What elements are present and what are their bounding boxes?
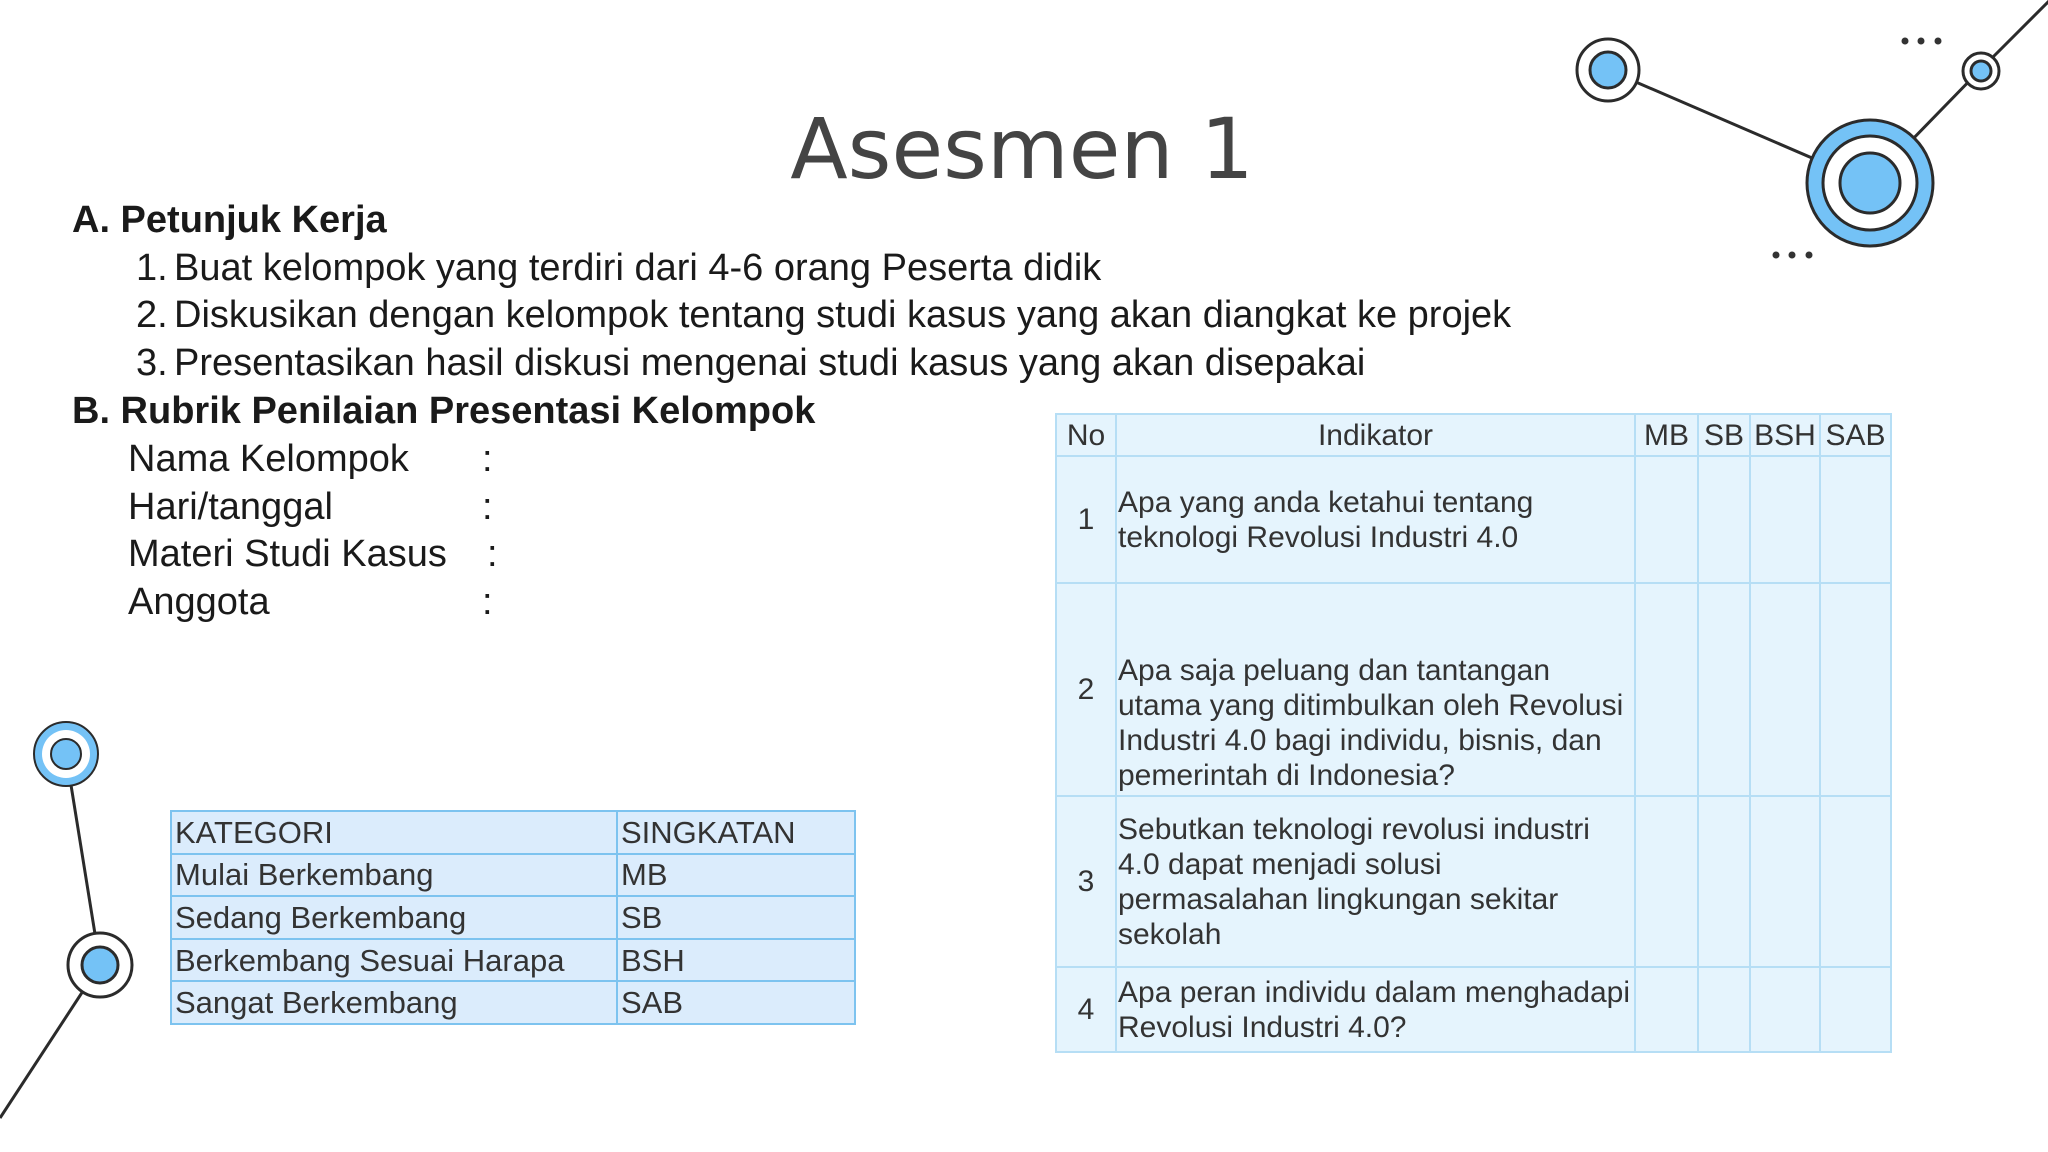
header-cell: KATEGORI [171, 811, 617, 854]
score-cell-mb[interactable] [1635, 796, 1698, 967]
score-cell-bsh[interactable] [1750, 796, 1820, 967]
item-text: Presentasikan hasil diskusi mengenai studi kasus yang akan disepakai [174, 342, 1366, 384]
indicator-text: Apa yang anda ketahui tentang teknologi Revolusi Industri 4.0 [1116, 456, 1635, 583]
item-text: Diskusikan dengan kelompok tentang studi kasus yang akan diangkat ke projek [174, 294, 1512, 336]
row-number: 1 [1056, 456, 1116, 583]
instruction-item [136, 342, 1365, 385]
node-circle-icon [1577, 39, 1639, 101]
indicator-text: Sebutkan teknologi revolusi industri 4.0 dapat menjadi solusi permasalahan lingkungan sekitar sekolah [1116, 796, 1635, 967]
score-cell-sb[interactable] [1698, 967, 1750, 1052]
category-cell: Sangat Berkembang [171, 981, 617, 1024]
abbrev-cell: SB [617, 896, 855, 939]
score-cell-bsh[interactable] [1750, 583, 1820, 796]
header-cell: SB [1698, 414, 1750, 456]
instruction-item [136, 294, 1511, 337]
row-number: 2 [1056, 583, 1116, 796]
item-text: Buat kelompok yang terdiri dari 4-6 orang Peserta didik [174, 247, 1102, 289]
item-number: 1. [136, 247, 168, 289]
node-circle-icon [34, 722, 98, 786]
node-circle-icon [1963, 53, 1999, 89]
score-cell-sb[interactable] [1698, 456, 1750, 583]
category-cell: Sedang Berkembang [171, 896, 617, 939]
table-header-row [171, 811, 855, 854]
abbrev-cell: MB [617, 854, 855, 897]
header-cell: SINGKATAN [617, 811, 855, 854]
category-cell: Berkembang Sesuai Harapa [171, 939, 617, 982]
row-number: 4 [1056, 967, 1116, 1052]
field-colon: : [482, 486, 493, 528]
item-number: 2. [136, 294, 168, 336]
table-row [1056, 796, 1891, 967]
score-cell-mb[interactable] [1635, 583, 1698, 796]
score-cell-bsh[interactable] [1750, 967, 1820, 1052]
score-cell-sab[interactable] [1820, 456, 1891, 583]
score-cell-bsh[interactable] [1750, 456, 1820, 583]
slide-title: Asesmen 1 [790, 100, 1254, 198]
table-row [1056, 967, 1891, 1052]
header-cell: MB [1635, 414, 1698, 456]
row-number: 3 [1056, 796, 1116, 967]
field-label: Hari/tanggal [128, 486, 333, 528]
score-cell-sb[interactable] [1698, 583, 1750, 796]
score-cell-sb[interactable] [1698, 796, 1750, 967]
indicator-table [1055, 413, 1892, 1053]
field-label: Nama Kelompok [128, 438, 409, 480]
section-a-heading: A. Petunjuk Kerja [72, 199, 387, 241]
category-table [170, 810, 856, 1025]
table-row [1056, 583, 1891, 796]
header-cell: SAB [1820, 414, 1891, 456]
section-b-heading: B. Rubrik Penilaian Presentasi Kelompok [72, 390, 816, 432]
score-cell-mb[interactable] [1635, 967, 1698, 1052]
table-row [171, 939, 855, 982]
header-cell: BSH [1750, 414, 1820, 456]
field-colon: : [482, 438, 493, 480]
indicator-text: Apa saja peluang dan tantangan utama yang ditimbulkan oleh Revolusi Industri 4.0 bagi individu, bisnis, dan pemerintah di Indonesia? [1116, 583, 1635, 796]
node-circle-icon [68, 933, 132, 997]
table-header-row [1056, 414, 1891, 456]
field-colon: : [487, 533, 498, 575]
item-number: 3. [136, 342, 168, 384]
table-row [171, 854, 855, 897]
table-row [171, 981, 855, 1024]
indicator-text: Apa peran individu dalam menghadapi Revolusi Industri 4.0? [1116, 967, 1635, 1052]
table-row [171, 896, 855, 939]
header-cell: Indikator [1116, 414, 1635, 456]
score-cell-mb[interactable] [1635, 456, 1698, 583]
table-row [1056, 456, 1891, 583]
header-cell: No [1056, 414, 1116, 456]
abbrev-cell: SAB [617, 981, 855, 1024]
score-cell-sab[interactable] [1820, 583, 1891, 796]
instruction-item [136, 247, 1101, 290]
field-label: Anggota [128, 581, 270, 623]
abbrev-cell: BSH [617, 939, 855, 982]
category-cell: Mulai Berkembang [171, 854, 617, 897]
field-label: Materi Studi Kasus [128, 533, 447, 575]
field-colon: : [482, 581, 493, 623]
score-cell-sab[interactable] [1820, 967, 1891, 1052]
score-cell-sab[interactable] [1820, 796, 1891, 967]
